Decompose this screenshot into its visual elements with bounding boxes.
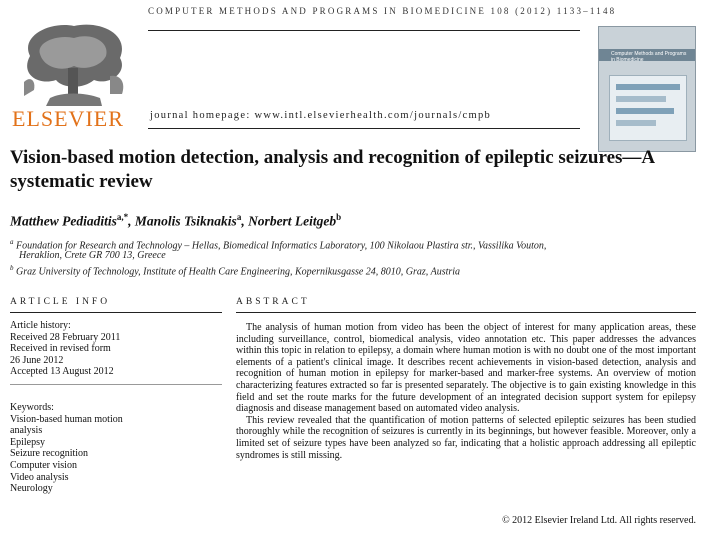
keyword: Video analysis bbox=[10, 471, 69, 483]
author-mark: b bbox=[336, 212, 342, 222]
author-list: Matthew Pediaditis$^{a,*}$, Manolis Tsiknakis$^a$, Norbert Leitgeb$^b$ bbox=[10, 212, 342, 229]
abstract-body bbox=[236, 322, 696, 461]
history-entry: 26 June 2012 bbox=[10, 354, 64, 366]
article-title: Vision-based motion detection, analysis and recognition of epileptic seizures—A systematic review bbox=[10, 147, 655, 192]
journal-citation-line: COMPUTER METHODS AND PROGRAMS IN BIOMEDICINE 108 (2012) 1133–1148 bbox=[148, 6, 617, 16]
keyword: analysis bbox=[10, 425, 43, 437]
journal-cover-image bbox=[598, 26, 696, 152]
abstract-paragraph: This review revealed that the quantification of motion patterns of selected epileptic seizures has been studied thoroughly while the recognition of seizures is currently in its beginnings, but however feasible. Moreover, only a limited set of seizure types have been analyzed so far, indicating that a holistic approach addressing all epileptic syndromes is still missing. bbox=[236, 414, 696, 461]
author-mark: a,* bbox=[116, 212, 129, 222]
keywords-block bbox=[10, 402, 123, 495]
info-rule-top bbox=[10, 312, 222, 313]
publisher-wordmark: ELSEVIER bbox=[12, 106, 124, 131]
keyword: Computer vision bbox=[10, 459, 77, 471]
author-mark: a bbox=[236, 212, 242, 222]
history-entry: Received in revised form bbox=[10, 343, 111, 355]
info-rule-mid bbox=[10, 384, 222, 385]
keyword: Seizure recognition bbox=[10, 448, 89, 460]
affiliation-line: Heraklion, Crete GR 700 13, Greece bbox=[19, 250, 166, 261]
article-history bbox=[10, 320, 120, 378]
cover-graphic bbox=[609, 75, 687, 141]
affiliation-a-cont bbox=[19, 249, 166, 262]
history-label: Article history: bbox=[10, 320, 71, 331]
keywords-label: Keywords: bbox=[10, 402, 54, 413]
affiliation-mark: b bbox=[10, 264, 14, 272]
keyword: Vision-based human motion bbox=[10, 413, 123, 425]
journal-homepage-link[interactable]: journal homepage: www.intl.elsevierhealth.com/journals/cmpb bbox=[150, 110, 492, 121]
affiliation-mark: a bbox=[10, 238, 14, 246]
affiliation-line: Foundation for Research and Technology – Hellas, Biomedical Informatics Laboratory, 100 Nikolaou Plastira str., Vassilika Vouton, bbox=[16, 240, 547, 252]
keyword: Neurology bbox=[10, 483, 53, 495]
abstract-paragraph: The analysis of human motion from video has been the object of interest for many application areas, these including surveillance, control, biomedical analysis, video annotation etc. This paper addresses the advances within this topic in relation to epilepsy, a domain where human motion is with no doubt one of the most important elements of a patient's clinical image. It describes recent achievements in vision-based detection, analysis and recognition of human motion in epilepsy for marker-based and marker-free systems. An overview of motion characterizing features extracted so far is presented separately. The objective is to gain existing knowledge in this field and set the route marks for the future development of an integrated decision support system for epilepsy diagnosis and disease management based on automated video analysis. bbox=[236, 322, 696, 415]
author-name[interactable]: Norbert Leitgeb bbox=[248, 213, 337, 229]
cover-title: Computer Methods and Programs in Biomedicine bbox=[611, 51, 687, 63]
author-name[interactable]: Manolis Tsiknakis bbox=[134, 213, 237, 229]
copyright-line: © 2012 Elsevier Ireland Ltd. All rights reserved. bbox=[502, 515, 696, 526]
author-name[interactable]: Matthew Pediaditis bbox=[10, 213, 117, 229]
affiliation-line: Graz University of Technology, Institute of Health Care Engineering, Kopernikusgasse 24, 8010, Graz, Austria bbox=[16, 266, 461, 278]
article-info-heading: ARTICLE INFO bbox=[10, 297, 111, 307]
affiliation-b bbox=[10, 262, 460, 278]
header-rule-bottom bbox=[148, 128, 580, 129]
elsevier-tree-logo-icon bbox=[10, 16, 138, 112]
history-entry: Received 28 February 2011 bbox=[10, 331, 121, 343]
header-rule-top bbox=[148, 30, 580, 31]
history-entry: Accepted 13 August 2012 bbox=[10, 366, 114, 378]
abstract-heading: ABSTRACT bbox=[236, 297, 310, 307]
abstract-rule-top bbox=[236, 312, 696, 313]
keyword: Epilepsy bbox=[10, 436, 45, 448]
